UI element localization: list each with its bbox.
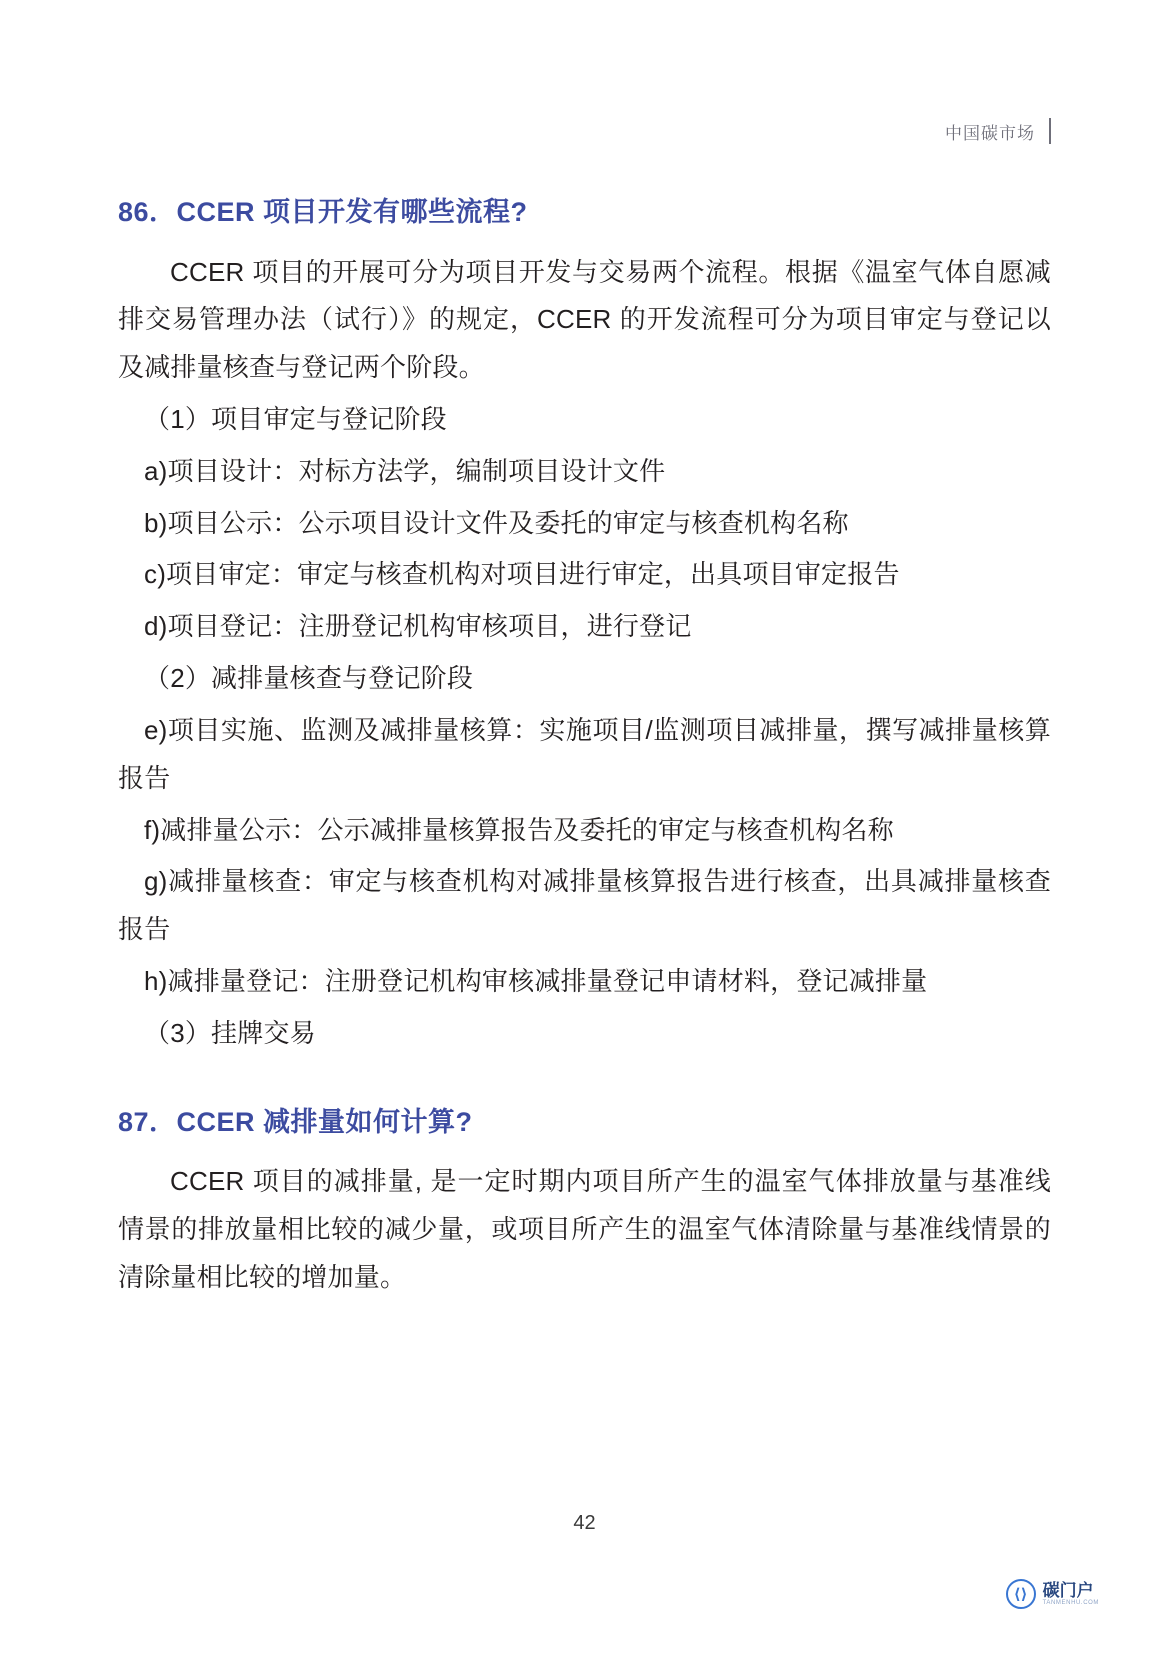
paragraph-86-item-b: b)项目公示：公示项目设计文件及委托的审定与核查机构名称 — [144, 507, 849, 538]
paragraph-86-item-f: f)减排量公示：公示减排量核算报告及委托的审定与核查机构名称 — [144, 814, 894, 845]
section-title-86: 86．CCER 项目开发有哪些流程? — [118, 197, 528, 227]
brand-logo-icon: ⟨⟩ — [1006, 1579, 1036, 1609]
paragraph-86-item-g: g)减排量核查：审定与核查机构对减排量核算报告进行核查，出具减排量核查报告 — [118, 866, 1051, 945]
running-header-title: 中国碳市场 — [945, 123, 1035, 143]
paragraph-87-intro: CCER 项目的减排量, 是一定时期内项目所产生的温室气体排放量与基准线情景的排放量相比较的减少量，或项目所产生的温室气体清除量与基准线情景的清除量相比较的增加量。 — [118, 1166, 1051, 1292]
running-header-rule — [1049, 118, 1051, 144]
brand-text — [1043, 1582, 1099, 1606]
brand-name: 碳门户 — [1042, 1580, 1094, 1600]
paragraph-86-intro: CCER 项目的开展可分为项目开发与交易两个流程。根据《温室气体自愿减排交易管理办法（试行）》的规定，CCER 的开发流程可分为项目审定与登记以及减排量核查与登记两个阶段。 — [118, 256, 1051, 383]
section-title-87: 87．CCER 减排量如何计算? — [118, 1106, 473, 1137]
page-number: 42 — [573, 1512, 596, 1534]
paragraph-86-stage3-heading: （3）挂牌交易 — [144, 1017, 316, 1048]
paragraph-86-item-h: h)减排量登记：注册登记机构审核减排量登记申请材料，登记减排量 — [144, 966, 928, 997]
paragraph-86-item-c: c)项目审定：审定与核查机构对项目进行审定，出具项目审定报告 — [144, 559, 900, 590]
paragraph-86-stage2-heading: （2）减排量核查与登记阶段 — [144, 663, 474, 694]
paragraph-86-item-e: e)项目实施、监测及减排量核算：实施项目/监测项目减排量，撰写减排量核算报告 — [118, 714, 1051, 793]
paragraph-86-item-d: d)项目登记：注册登记机构审核项目，进行登记 — [144, 611, 692, 642]
page-content — [118, 192, 1051, 1302]
paragraph-86-stage1-heading: （1）项目审定与登记阶段 — [144, 403, 447, 434]
running-header — [945, 118, 1051, 144]
paragraph-86-item-a: a)项目设计：对标方法学，编制项目设计文件 — [144, 455, 666, 486]
brand-watermark — [1006, 1579, 1099, 1609]
brand-subtitle: TANMENHU.COM — [1042, 1599, 1099, 1606]
